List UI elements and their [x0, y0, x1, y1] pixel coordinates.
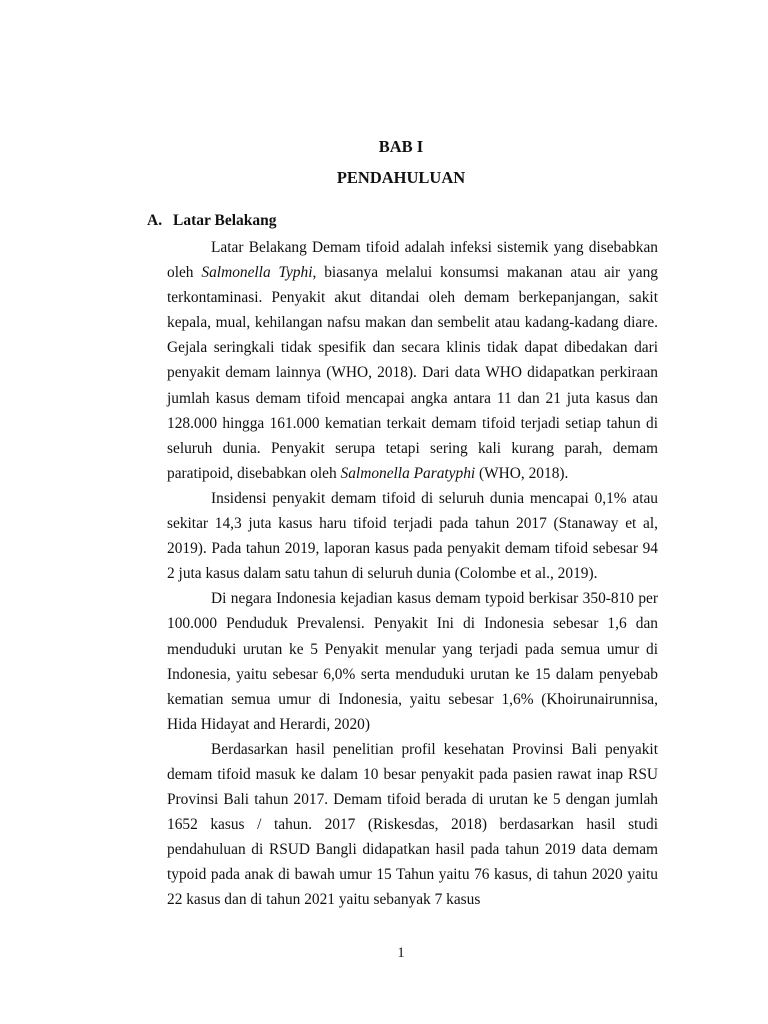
- paragraph-1-text-e: (WHO, 2018).: [475, 464, 569, 482]
- paragraph-1-text-c: , biasanya melalui konsumsi makanan atau air yang terkontaminasi. Penyakit akut ditandai oleh demam berkepanjangan, sakit kepala, mual, kehilangan nafsu makan dan sembelit atau kadang-kadang diare. Gejala seringkali tidak spesifik dan secara klinis tidak dapat dibedakan dari penyakit demam lainnya (WHO, 2018). Dari data WHO didapatkan perkiraan jumlah kasus demam tifoid mencapai angka antara 11 dan 21 juta kasus dan 128.000 hingga 161.000 kematian terkait demam tifoid terjadi setiap tahun di seluruh dunia. Penyakit serupa tetapi sering kali kurang parah, demam paratipoid, disebabkan oleh: [167, 264, 658, 482]
- paragraph-3: Di negara Indonesia kejadian kasus demam typoid berkisar 350-810 per 100.000 Penduduk Prevalensi. Penyakit Ini di Indonesia sebesar 1,6 dan menduduki urutan ke 5 Penyakit menular yang terjadi pada semua umur di Indonesia, yaitu sebesar 6,0% serta menduduki urutan ke 15 dalam penyebab kematian semua umur di Indonesia, yaitu sebesar 1,6% (Khoirunairunnisa, Hida Hidayat and Herardi, 2020): [167, 590, 658, 733]
- paragraph-4: Berdasarkan hasil penelitian profil kesehatan Provinsi Bali penyakit demam tifoid masuk ke dalam 10 besar penyakit pada pasien rawat inap RSU Provinsi Bali tahun 2017. Demam tifoid berada di urutan ke 5 dengan jumlah 1652 kasus / tahun. 2017 (Riskesdas, 2018) berdasarkan hasil studi pendahuluan di RSUD Bangli didapatkan hasil pada tahun 2019 data demam typoid pada anak di bawah umur 15 Tahun yaitu 76 kasus, di tahun 2020 yaitu 22 kasus dan di tahun 2021 yaitu sebanyak 7 kasus: [167, 740, 658, 909]
- paragraph-1-text-a: Latar Belakang Demam tifoid adalah infeksi sistemik yang disebabkan oleh: [167, 239, 658, 282]
- chapter-number: BAB I: [378, 137, 424, 156]
- organism-name-typhi: Salmonella Typhi: [201, 264, 313, 282]
- section-title: Latar Belakang: [173, 212, 277, 229]
- section-marker: A.: [147, 212, 163, 229]
- page-number: 1: [397, 945, 405, 961]
- chapter-title: PENDAHULUAN: [336, 168, 466, 187]
- body-text: [167, 235, 658, 913]
- organism-name-paratyphi: Salmonella Paratyphi: [340, 464, 476, 482]
- paragraph-1: [167, 235, 658, 486]
- section-heading: [147, 212, 277, 230]
- paragraph-2: Insidensi penyakit demam tifoid di seluruh dunia mencapai 0,1% atau sekitar 14,3 juta kasus haru tifoid terjadi pada tahun 2017 (Stanaway et al, 2019). Pada tahun 2019, laporan kasus pada penyakit demam tifoid sebesar 94 2 juta kasus dalam satu tahun di seluruh dunia (Colombe et al., 2019).: [167, 489, 658, 583]
